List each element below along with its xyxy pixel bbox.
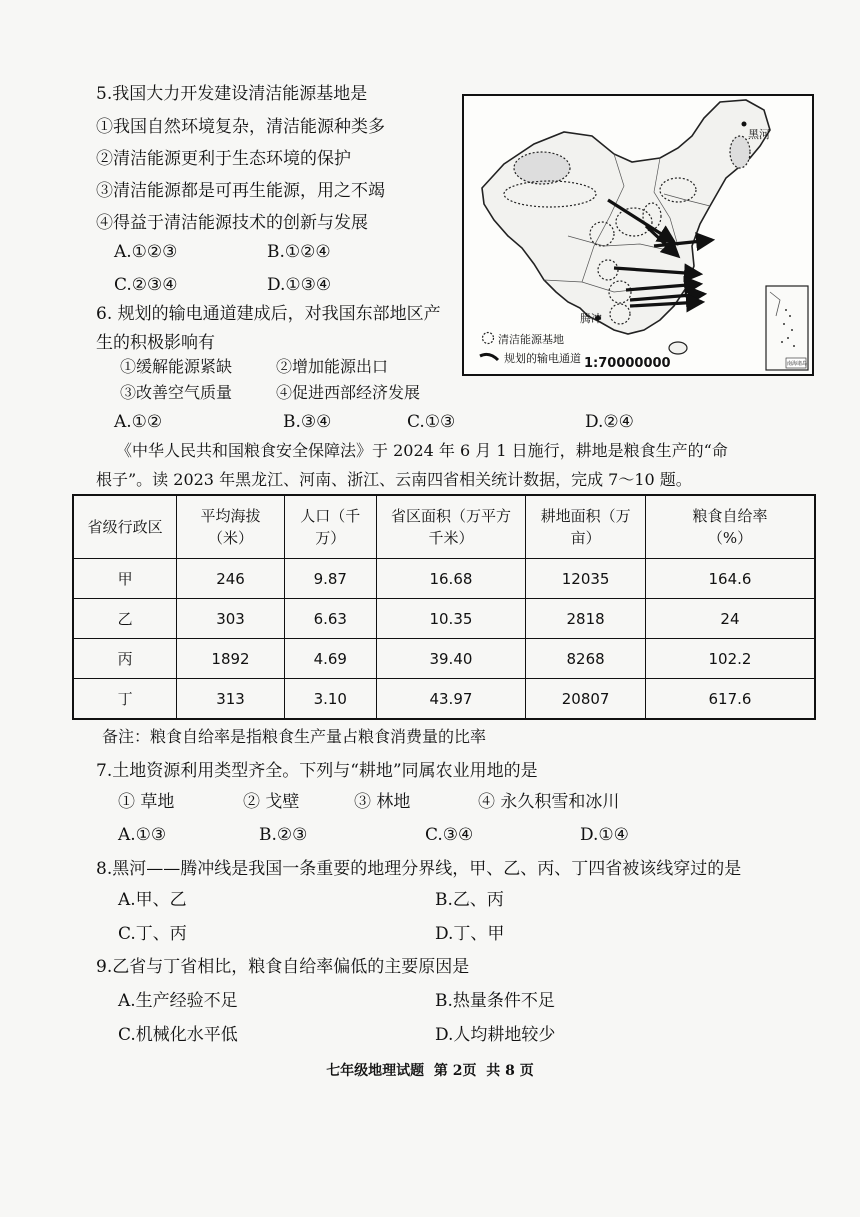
q7-item-1: ① 草地 bbox=[118, 792, 175, 812]
q9-option-a[interactable]: A.生产经验不足 bbox=[118, 991, 238, 1011]
cell-area: 16.68 bbox=[376, 559, 526, 599]
cell-self-sufficiency: 24 bbox=[645, 599, 815, 639]
cell-altitude: 313 bbox=[177, 679, 285, 720]
legend-base-icon bbox=[483, 333, 494, 344]
cell-province: 乙 bbox=[73, 599, 177, 639]
q5-option-b[interactable]: B.①②④ bbox=[267, 242, 331, 262]
header-farmland: 耕地面积（万 亩） bbox=[526, 495, 646, 559]
q8-option-a[interactable]: A.甲、乙 bbox=[118, 890, 187, 910]
q5-item-1: ①我国自然环境复杂，清洁能源种类多 bbox=[96, 117, 385, 137]
cell-province: 丙 bbox=[73, 639, 177, 679]
q6-option-a[interactable]: A.①② bbox=[114, 412, 163, 432]
q5-item-2: ②清洁能源更利于生态环境的保护 bbox=[96, 149, 351, 169]
q8-stem: 8.黑河——腾冲线是我国一条重要的地理分界线，甲、乙、丙、丁四省被该线穿过的是 bbox=[96, 859, 742, 879]
table-row bbox=[73, 599, 815, 639]
q9-stem: 9.乙省与丁省相比，粮食自给率偏低的主要原因是 bbox=[96, 957, 470, 977]
table-note: 备注：粮食自给率是指粮食生产量占粮食消费量的比率 bbox=[102, 727, 487, 746]
q6-item-1: ①缓解能源紧缺 bbox=[120, 357, 233, 376]
q5-option-a[interactable]: A.①②③ bbox=[114, 242, 178, 262]
q5-item-3: ③清洁能源都是可再生能源，用之不竭 bbox=[96, 181, 385, 201]
cell-farmland: 8268 bbox=[526, 639, 646, 679]
cell-self-sufficiency: 164.6 bbox=[645, 559, 815, 599]
q8-option-b[interactable]: B.乙、丙 bbox=[435, 890, 504, 910]
intro-line-2: 根子”。读 2023 年黑龙江、河南、浙江、云南四省相关统计数据，完成 7～10 题。 bbox=[96, 470, 692, 489]
q8-option-d[interactable]: D.丁、甲 bbox=[435, 924, 505, 944]
legend-line-label: 规划的输电通道 bbox=[504, 352, 581, 365]
q9-option-b[interactable]: B.热量条件不足 bbox=[435, 991, 555, 1011]
province-stats-table bbox=[72, 494, 816, 720]
q5-item-4: ④得益于清洁能源技术的创新与发展 bbox=[96, 213, 368, 233]
q6-item-4: ④促进西部经济发展 bbox=[276, 383, 421, 402]
china-outline bbox=[482, 100, 770, 334]
intro-line-1: 《中华人民共和国粮食安全保障法》于 2024 年 6 月 1 日施行，耕地是粮食生产的“命 bbox=[116, 441, 728, 460]
map-label-tengchong: 腾冲 bbox=[580, 312, 602, 325]
south-china-sea-inset bbox=[766, 286, 808, 370]
inset-label: 南海诸岛 bbox=[787, 361, 808, 367]
cell-area: 43.97 bbox=[376, 679, 526, 720]
china-energy-map bbox=[462, 94, 814, 376]
q6-stem-line2: 生的积极影响有 bbox=[96, 333, 215, 353]
q6-item-2: ②增加能源出口 bbox=[276, 357, 389, 376]
q6-stem-line1: 6. 规划的输电通道建成后，对我国东部地区产 bbox=[96, 304, 441, 324]
cell-population: 9.87 bbox=[284, 559, 376, 599]
cell-altitude: 246 bbox=[177, 559, 285, 599]
cell-province: 甲 bbox=[73, 559, 177, 599]
header-altitude: 平均海拔 （米） bbox=[177, 495, 285, 559]
header-province: 省级行政区 bbox=[73, 495, 177, 559]
energy-base-inner-mongolia-east bbox=[730, 136, 750, 168]
cell-farmland: 2818 bbox=[526, 599, 646, 639]
cell-area: 39.40 bbox=[376, 639, 526, 679]
cell-farmland: 20807 bbox=[526, 679, 646, 720]
cell-population: 4.69 bbox=[284, 639, 376, 679]
cell-population: 6.63 bbox=[284, 599, 376, 639]
cell-farmland: 12035 bbox=[526, 559, 646, 599]
q5-stem: 5.我国大力开发建设清洁能源基地是 bbox=[96, 84, 368, 104]
q9-option-c[interactable]: C.机械化水平低 bbox=[118, 1025, 238, 1045]
q6-option-b[interactable]: B.③④ bbox=[283, 412, 332, 432]
legend-base-label: 清洁能源基地 bbox=[498, 333, 564, 346]
page-footer: 七年级地理试题 第 2页 共 8 页 bbox=[326, 1063, 534, 1079]
map-label-heihe: 黑河 bbox=[748, 128, 770, 141]
q6-item-3: ③改善空气质量 bbox=[120, 383, 233, 402]
cell-altitude: 303 bbox=[177, 599, 285, 639]
cell-altitude: 1892 bbox=[177, 639, 285, 679]
cell-self-sufficiency: 617.6 bbox=[645, 679, 815, 720]
legend-line-icon bbox=[480, 354, 498, 360]
energy-base-xinjiang-north bbox=[514, 152, 570, 184]
cell-area: 10.35 bbox=[376, 599, 526, 639]
q7-option-b[interactable]: B.②③ bbox=[259, 825, 308, 845]
header-population: 人口（千 万） bbox=[284, 495, 376, 559]
map-scale: 1:70000000 bbox=[584, 356, 671, 371]
table-row bbox=[73, 559, 815, 599]
q7-item-3: ③ 林地 bbox=[354, 792, 411, 812]
header-area: 省区面积（万平方 千米） bbox=[376, 495, 526, 559]
q7-item-2: ② 戈壁 bbox=[243, 792, 300, 812]
q9-option-d[interactable]: D.人均耕地较少 bbox=[435, 1025, 556, 1045]
table-row bbox=[73, 639, 815, 679]
q5-option-d[interactable]: D.①③④ bbox=[267, 275, 332, 295]
q6-option-d[interactable]: D.②④ bbox=[585, 412, 634, 432]
q7-item-4: ④ 永久积雪和冰川 bbox=[478, 792, 620, 812]
q7-option-c[interactable]: C.③④ bbox=[425, 825, 474, 845]
q8-option-c[interactable]: C.丁、丙 bbox=[118, 924, 187, 944]
cell-province: 丁 bbox=[73, 679, 177, 720]
q7-stem: 7.土地资源利用类型齐全。下列与“耕地”同属农业用地的是 bbox=[96, 761, 538, 781]
q7-option-d[interactable]: D.①④ bbox=[580, 825, 629, 845]
table-header-row bbox=[73, 495, 815, 559]
cell-population: 3.10 bbox=[284, 679, 376, 720]
table-row bbox=[73, 679, 815, 720]
cell-self-sufficiency: 102.2 bbox=[645, 639, 815, 679]
q7-option-a[interactable]: A.①③ bbox=[118, 825, 167, 845]
header-self-sufficiency: 粮食自给率 （%） bbox=[645, 495, 815, 559]
q5-option-c[interactable]: C.②③④ bbox=[114, 275, 178, 295]
q6-option-c[interactable]: C.①③ bbox=[407, 412, 456, 432]
